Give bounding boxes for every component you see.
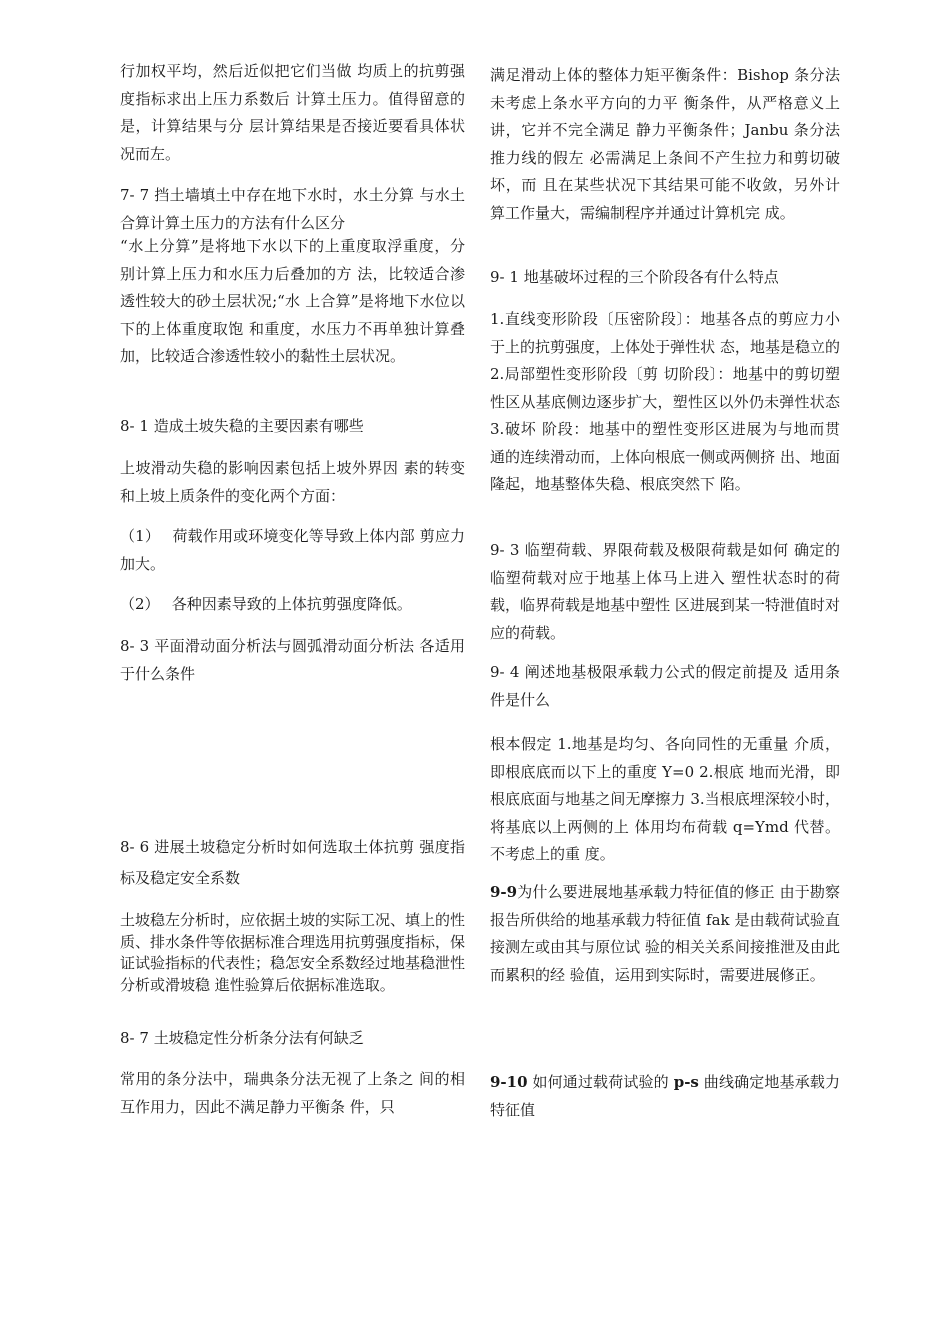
question-9-9: [490, 879, 840, 989]
question-8-7: 8- 7 土坡稳定性分析条分法有何缺乏: [120, 1029, 364, 1047]
question-9-10-ps: p-s: [673, 1073, 699, 1091]
question-9-4: 9- 4 阐述地基极限承载力公式的假定前提及 适用条件是什么: [490, 663, 840, 709]
question-9-10-rest: 曲线确定地基承载力特征值: [490, 1073, 840, 1119]
answer-8-1: 上坡滑动失稳的影响因素包括上坡外界因 素的转变和上坡上质条件的变化两个方面：: [120, 459, 465, 505]
list-item-1: （1） 荷载作用或环境变化等导致上体内部 剪应力加大。: [120, 527, 465, 573]
question-7-7: 7- 7 挡土墙填土中存在地下水时，水土分算 与水土合算计算土压力的方法有什么区分: [120, 186, 465, 232]
answer-8-7: 常用的条分法中，瑞典条分法无视了上条之 间的相互作用力，因此不满足静力平衡条 件，只: [120, 1070, 465, 1116]
question-9-10-text: 如何通过载荷试验的: [527, 1073, 674, 1091]
answer-8-6: 土坡稳左分析时，应依据土坡的实际工况、填上的性质、排水条件等依据标准合理选用抗剪强度指标，保证试验指标的代表性；稳怎安全系数经过地基稳泄性分析或滑坡稳 進性验算后依据标准选取。: [120, 911, 466, 994]
list-item-2: （2） 各种因素导致的上体抗剪强度降低。: [120, 595, 412, 613]
question-9-3: 9- 3 临塑荷载、界限荷载及极限荷载是如何 确定的临塑荷载对应于地基上体马上进入 塑性状态时的荷载，临界荷载是地基中塑性 区进展到某一特泄值时对应的荷载。: [490, 541, 840, 642]
question-9-1: 9- 1 地基破坏过程的三个阶段各有什么特点: [490, 268, 779, 286]
answer-7-7: “水上分算”是将地下水以下的上重度取浮重度，分别计算上压力和水压力后叠加的方 法，比较适合渗透性较大的砂土层状况;“水 上合算”是将地下水位以下的上体重度取饱 和重度，水压力不再单独计算叠加，比较适合渗透性较小的黏性土层状况。: [120, 237, 465, 365]
question-9-9-text: 为什么要进展地基承载力特征值的修正 由于勘察报告所供给的地基承载力特征值 fak 是由载荷试验直接测左或由其与原位试 验的相关关系间接推泄及由此而累积的经 验值，运用到实际时，需要进展修正。: [490, 883, 840, 984]
paragraph-right-continuation: 满足滑动上体的整体力矩平衡条件：Bishop 条分法未考虑上条水平方向的力平 衡条件，从严格意义上讲，它并不完全满足 静力平衡条件；Janbu 条分法推力线的假左 必需满足上条间不产生拉力和剪切破坏，而 且在某些状况下其结果可能不收敛，另外计 算工作量大，需编制程序并通过计算机完 成。: [490, 66, 840, 222]
question-8-6: 8- 6 进展土坡稳定分析时如何选取土体抗剪 强度指标及稳定安全系数: [120, 838, 465, 887]
answer-9-4: 根本假定 1.地基是均匀、各向同性的无重量 介质，即根底底而以下上的重度 Y=0 2.根底 地而光滑，即根底底面与地基之间无摩擦力 3.当根底埋深较小时，将基底以上两侧的上 体用均布荷载 q=Ymd 代替。不考虑上的重 度。: [490, 735, 840, 863]
paragraph-left-continuation: 行加权平均，然后近似把它们当做 均质上的抗剪强度指标求出上压力系数后 计算土压力。值得留意的是，计算结果与分 层计算结果是否接近要看具体状况而左。: [120, 62, 465, 163]
question-9-10-label: 9-10: [490, 1073, 528, 1091]
question-8-3: 8- 3 平面滑动面分析法与圆弧滑动面分析法 各适用于什么条件: [120, 637, 465, 683]
answer-9-1: 1.直线变形阶段〔压密阶段〕：地基各点的剪应力小于上的抗剪强度，上体处于弹性状 态，地基是稳立的 2.局部塑性变形阶段〔剪 切阶段〕：地基中的剪切塑性区从基底侧边逐步扩大，塑性区以外仍未弹性状态 3.破坏 阶段：地基中的塑性变形区进展为与地而贯 通的连续滑动而，上体向根底一侧或两侧挤 出、地面隆起，地基整体失稳、根底突然下 陷。: [490, 310, 840, 493]
question-9-10: [490, 1069, 840, 1124]
question-9-9-label: 9-9: [490, 883, 518, 901]
question-8-1: 8- 1 造成土坡失稳的主要因素有哪些: [120, 417, 364, 435]
